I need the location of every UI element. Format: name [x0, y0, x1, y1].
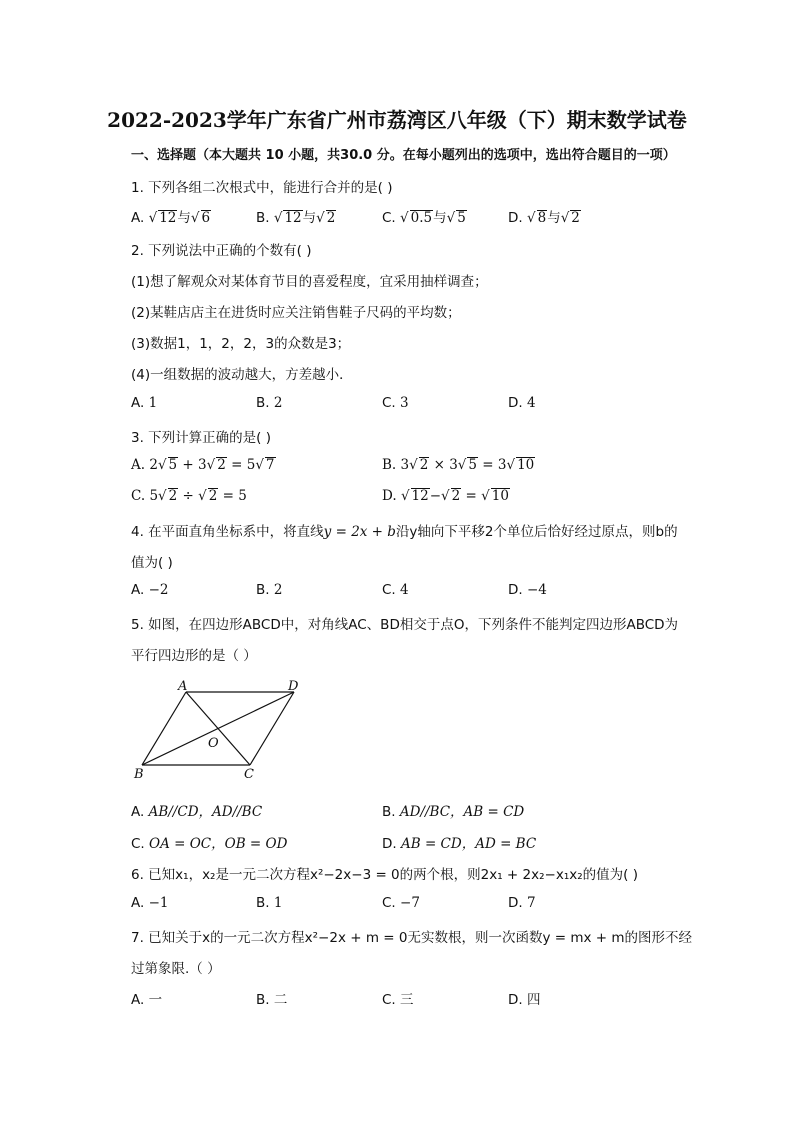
option-label: A.: [131, 804, 145, 820]
q2-statement-1: (1)想了解观众对某体育节目的喜爱程度，宜采用抽样调查；: [131, 274, 488, 290]
center-label-o: O: [208, 736, 219, 751]
operator: −: [429, 488, 442, 504]
radicand: 5: [168, 457, 178, 473]
radical-sign: √: [148, 210, 158, 226]
section-heading: 一、选择题（本大题共 10 小题，共30.0 分。在每小题列出的选项中，选出符合题目的一项）: [131, 148, 676, 163]
q2-statement-4: (4)一组数据的波动越大，方差越小．: [131, 367, 353, 383]
radicand: 2: [208, 488, 218, 504]
q2-option-c[interactable]: [382, 395, 409, 411]
radical-sign: √: [446, 210, 456, 226]
question-6-stem: 6. 已知x₁，x₂是一元二次方程x²−2x−3 = 0的两个根，则2x₁ + 2x₂−x₁x₂的值为( ): [131, 867, 638, 883]
equals: = 3: [478, 457, 507, 473]
q1-option-b[interactable]: [256, 206, 336, 226]
question-7-stem-cont: 过第象限.（ ）: [131, 961, 221, 977]
option-label: C.: [382, 395, 396, 411]
radical-sign: √: [206, 457, 216, 473]
radical-sign: √: [255, 457, 264, 473]
radical-sign: √: [157, 457, 167, 473]
equals: = 5: [226, 457, 256, 473]
radical-sign: √: [273, 210, 283, 226]
radical-sign: √: [190, 210, 200, 226]
parallelogram-figure: [128, 680, 308, 784]
q7-option-d[interactable]: [508, 988, 540, 1008]
radicand: 12: [159, 210, 177, 226]
option-label: A.: [131, 457, 146, 473]
option-text: 7: [526, 895, 536, 911]
option-label: A.: [131, 582, 145, 598]
option-text: 2: [273, 582, 283, 598]
option-label: A.: [131, 395, 145, 411]
radicand: 6: [201, 210, 211, 226]
option-text: 4: [400, 582, 409, 598]
question-5-stem: 5. 如图，在四边形ABCD中，对角线AC、BD相交于点O，下列条件不能判定四边形ABCD为: [131, 617, 679, 633]
question-4-stem-cont: 值为( ): [131, 555, 173, 571]
option-label: C.: [131, 836, 145, 852]
radicand: 2: [451, 488, 461, 504]
q5-option-c[interactable]: [131, 832, 287, 852]
option-text: −4: [526, 582, 547, 598]
question-5-stem-cont: 平行四边形的是（ ）: [131, 648, 257, 664]
option-label: B.: [382, 804, 396, 820]
radical-sign: √: [481, 488, 490, 504]
operator: × 3: [429, 457, 458, 473]
q7-option-b[interactable]: [256, 988, 287, 1008]
option-text: 二: [273, 992, 288, 1008]
radicand: 2: [571, 210, 580, 226]
radicand: 10: [517, 457, 535, 473]
equals: =: [461, 488, 482, 504]
option-text: AB = CD，AD = BC: [400, 836, 537, 852]
option-label: B.: [382, 457, 397, 473]
radical-sign: √: [158, 488, 167, 504]
option-text: OA = OC，OB = OD: [149, 836, 288, 852]
option-label: D.: [508, 895, 523, 911]
q2-option-a[interactable]: [131, 395, 157, 411]
radicand: 5: [468, 457, 477, 473]
q1-option-c[interactable]: [382, 206, 467, 226]
option-text: 与: [433, 210, 447, 226]
q7-option-a[interactable]: [131, 988, 162, 1008]
radicand: 2: [217, 457, 226, 473]
q4-option-b[interactable]: [256, 582, 282, 598]
vertex-label-b: B: [134, 767, 144, 782]
equals: = 5: [218, 488, 247, 504]
radical-sign: √: [409, 457, 418, 473]
option-text: 4: [526, 395, 536, 411]
option-label: D.: [508, 395, 523, 411]
option-label: C.: [131, 488, 146, 504]
stem-text: 沿y轴向下平移2个单位后恰好经过原点，则b的: [395, 524, 678, 540]
option-text: AB//CD，AD//BC: [148, 804, 263, 820]
q6-option-b[interactable]: [256, 895, 282, 911]
option-label: B.: [256, 582, 270, 598]
option-text: 3: [400, 395, 409, 411]
question-7-stem: 7. 已知关于x的一元二次方程x²−2x + m = 0无实数根，则一次函数y = mx + m的图形不经: [131, 930, 693, 946]
radicand: 2: [326, 210, 336, 226]
radicand: 12: [411, 488, 429, 504]
option-label: B.: [256, 395, 270, 411]
radical-sign: √: [198, 488, 207, 504]
option-text: 1: [273, 895, 283, 911]
option-label: D.: [508, 582, 523, 598]
option-text: AD//BC，AB = CD: [399, 804, 525, 820]
q6-option-c[interactable]: [382, 895, 420, 911]
radical-sign: √: [506, 457, 516, 473]
q3-option-a[interactable]: [131, 457, 276, 473]
question-1-stem: 1. 下列各组二次根式中，能进行合并的是( ): [131, 180, 393, 196]
coefficient: 5: [149, 488, 159, 504]
option-label: D.: [508, 992, 523, 1008]
q5-option-a[interactable]: [131, 800, 262, 820]
operator: ÷: [178, 488, 199, 504]
radicand: 0.5: [410, 210, 433, 226]
radical-sign: √: [526, 210, 536, 226]
radical-sign: √: [457, 457, 467, 473]
q4-option-d[interactable]: [508, 582, 547, 598]
option-label: A.: [131, 895, 145, 911]
option-text: −7: [400, 895, 420, 911]
option-label: C.: [382, 210, 396, 226]
option-label: A.: [131, 992, 145, 1008]
page-title: 2022-2023学年广东省广州市荔湾区八年级（下）期末数学试卷: [107, 108, 687, 132]
option-label: D.: [382, 488, 397, 504]
q2-statement-2: (2)某鞋店店主在进货时应关注销售鞋子尺码的平均数；: [131, 305, 461, 321]
radicand: 5: [457, 210, 466, 226]
option-text: −1: [148, 895, 169, 911]
option-label: C.: [382, 992, 396, 1008]
radicand: 10: [491, 488, 509, 504]
option-text: 与: [302, 210, 317, 226]
option-label: D.: [508, 210, 523, 226]
option-text: 与: [547, 210, 561, 226]
radical-sign: √: [400, 210, 409, 226]
q2-option-d[interactable]: [508, 395, 536, 411]
option-text: 四: [526, 992, 541, 1008]
q1-option-a[interactable]: [131, 206, 211, 226]
equation: y = 2x + b: [323, 524, 396, 540]
option-label: C.: [382, 895, 396, 911]
radicand: 2: [168, 488, 178, 504]
q1-option-d[interactable]: [508, 206, 581, 226]
radical-sign: √: [316, 210, 325, 226]
coefficient: 3: [400, 457, 410, 473]
radical-sign: √: [400, 488, 410, 504]
option-label: A.: [131, 210, 145, 226]
q6-option-a[interactable]: [131, 895, 169, 911]
q2-option-b[interactable]: [256, 395, 282, 411]
radical-sign: √: [441, 488, 450, 504]
option-label: B.: [256, 895, 270, 911]
radicand: 2: [419, 457, 429, 473]
radicand: 12: [284, 210, 302, 226]
q5-option-d[interactable]: [382, 832, 536, 852]
q3-option-d[interactable]: [382, 488, 510, 504]
option-label: B.: [256, 210, 270, 226]
radical-sign: √: [560, 210, 570, 226]
radicand: 8: [537, 210, 547, 226]
q4-option-c[interactable]: [382, 582, 409, 598]
option-text: 与: [177, 210, 191, 226]
operator: + 3: [178, 457, 207, 473]
q7-option-c[interactable]: [382, 988, 414, 1008]
q2-statement-3: (3)数据1，1，2，2，3的众数是3；: [131, 336, 351, 352]
question-3-stem: 3. 下列计算正确的是( ): [131, 430, 271, 446]
option-text: 2: [273, 395, 283, 411]
q4-option-a[interactable]: [131, 582, 169, 598]
vertex-label-d: D: [288, 680, 299, 694]
coefficient: 2: [149, 457, 158, 473]
stem-text: 4. 在平面直角坐标系中，将直线: [131, 524, 324, 540]
question-2-stem: 2. 下列说法中正确的个数有( ): [131, 243, 312, 259]
q5-option-b[interactable]: [382, 800, 524, 820]
option-label: C.: [382, 582, 396, 598]
q6-option-d[interactable]: [508, 895, 536, 911]
option-text: 一: [148, 992, 163, 1008]
vertex-label-a: A: [178, 680, 188, 694]
option-text: 1: [148, 395, 158, 411]
q3-option-c[interactable]: [131, 488, 247, 504]
option-label: B.: [256, 992, 270, 1008]
q3-option-b[interactable]: [382, 457, 535, 473]
vertex-label-c: C: [244, 767, 254, 782]
option-label: D.: [382, 836, 397, 852]
question-4-stem: [131, 520, 678, 540]
radicand: 7: [265, 457, 275, 473]
diagonal-bd: [142, 692, 294, 765]
option-text: −2: [148, 582, 169, 598]
option-text: 三: [400, 992, 414, 1008]
